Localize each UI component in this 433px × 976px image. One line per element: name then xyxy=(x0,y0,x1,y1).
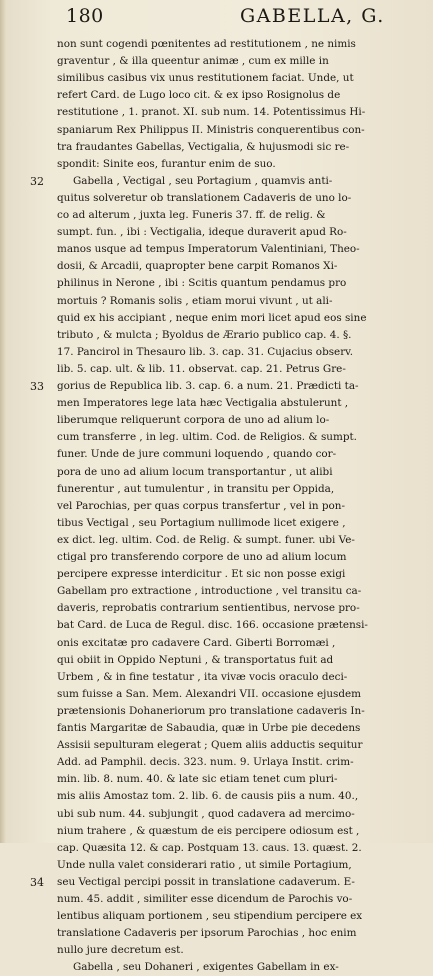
text-line: philinus in Nerone , ibi : Scitis quantum pendamus pro xyxy=(57,277,347,290)
text-line: prætensionis Dohaneriorum pro translatione cadaveris In- xyxy=(57,704,365,717)
text-line: nullo jure decretum est. xyxy=(57,944,184,957)
text-line: nium trahere , & quæstum de eis percipere odiosum est , xyxy=(57,824,360,837)
text-line: seu Vectigal percipi possit in translatione cadaverum. E- xyxy=(57,875,355,888)
text-line: dosii, & Arcadii, quapropter bene carpit Romanos Xi- xyxy=(57,260,338,273)
text-line: manos usque ad tempus Imperatorum Valentiniani, Theo- xyxy=(57,243,360,256)
text-line: cum transferre , in leg. ultim. Cod. de Religios. & sumpt. xyxy=(57,431,357,444)
text-line: fantis Margaritæ de Sabaudia, quæ in Urbe pie decedens xyxy=(57,722,361,734)
text-line: lib. 5. cap. ult. & lib. 11. observat. cap. 21. Petrus Gre- xyxy=(57,362,346,375)
text-line: cap. Quæsita 12. & cap. Postquam 13. caus. 13. quæst. 2. xyxy=(57,841,362,854)
margin-paragraph-number: 34 xyxy=(30,875,44,889)
margin-paragraph-number: 33 xyxy=(30,380,44,393)
text-line: pora de uno ad alium locum transportantur , ut alibi xyxy=(57,465,333,478)
page-number: 180 xyxy=(66,5,104,27)
text-line: Gabellam pro extractione , introductione , vel transitu ca- xyxy=(57,585,362,598)
text-line: liberumque reliquerunt corpora de uno ad alium lo- xyxy=(57,414,330,427)
text-line: num. 45. addit , similiter esse dicendum de Parochis vo- xyxy=(57,893,353,905)
page-header xyxy=(0,0,433,30)
text-line: mis aliis Amostaz tom. 2. lib. 6. de causis piis a num. 40., xyxy=(57,790,359,803)
text-line: mortuis ? Romanis solis , etiam morui vivunt , ut ali- xyxy=(57,294,333,307)
margin-paragraph-number: 32 xyxy=(30,174,44,188)
text-line: Urbem , & in fine testatur , ita vivæ vocis oraculo deci- xyxy=(57,670,348,683)
text-line: restitutione , 1. pranot. XI. sub num. 14. Potentissimus Hi- xyxy=(57,106,366,119)
text-line: refert Card. de Lugo loco cit. & ex ipso Rosignolus de xyxy=(57,89,341,102)
page-spine-shadow xyxy=(0,0,6,843)
text-line: tra fraudantes Gabellas, Vectigalia, & hujusmodi sic re- xyxy=(57,140,350,153)
text-line: funerentur , aut tumulentur , in transitu per Oppida, xyxy=(57,482,335,495)
text-line: spondit: Sinite eos, furantur enim de suo. xyxy=(57,157,276,170)
text-line: non sunt cogendi pœnitentes ad restitutionem , ne nimis xyxy=(57,38,356,50)
text-line: Add. ad Pamphil. decis. 323. num. 9. Urlaya Instit. crim- xyxy=(57,756,354,769)
text-line: daveris, reprobatis contrarium sentientibus, nervose pro- xyxy=(57,602,360,615)
text-line: quitus solveretur ob translationem Cadaveris de uno lo- xyxy=(57,191,352,204)
text-line: vel Parochias, per quas corpus transfertur , vel in pon- xyxy=(57,499,345,512)
text-line: translatione Cadaveris per ipsorum Parochias , hoc enim xyxy=(57,927,357,940)
text-line: ctigal pro transferendo corpore de uno ad alium locum xyxy=(57,551,347,563)
text-line: onis excitatæ pro cadavere Card. Giberti Borromæi , xyxy=(57,636,336,649)
text-line: sumpt. fun. , ibi : Vectigalia, ideque duraverit apud Ro- xyxy=(57,226,347,239)
text-line: Assisii sepulturam elegerat ; Quem aliis adductis sequitur xyxy=(57,739,363,752)
text-line: men Imperatores lege lata hæc Vectigalia abstulerunt , xyxy=(57,397,349,410)
text-line: funer. Unde de jure communi loquendo , quando cor- xyxy=(57,448,337,461)
text-line: sum fuisse a San. Mem. Alexandri VII. occasione ejusdem xyxy=(57,687,361,700)
text-line: Gabella , Vectigal , seu Portagium , quamvis anti- xyxy=(73,174,333,187)
text-line: quid ex his accipiant , neque enim mori licet apud eos sine xyxy=(57,311,367,324)
text-line: 17. Pancirol in Thesauro lib. 3. cap. 31. Cujacius observ. xyxy=(57,345,354,358)
text-line: spaniarum Rex Philippus II. Ministris conquerentibus con- xyxy=(57,123,365,136)
text-line: percipere expresse interdicitur . Et sic non posse exigi xyxy=(57,568,346,581)
running-head: GABELLA, G. xyxy=(240,5,385,27)
text-line: gorius de Republica lib. 3. cap. 6. a num. 21. Prædicti ta- xyxy=(57,380,359,392)
text-line: ubi sub num. 44. subjungit , quod cadavera ad mercimo- xyxy=(57,807,355,820)
text-line: Gabella , seu Dohaneri , exigentes Gabellam in ex- xyxy=(73,961,339,974)
text-line: qui obiit in Oppido Neptuni , & transportatus fuit ad xyxy=(57,653,334,666)
text-line: min. lib. 8. num. 40. & late sic etiam tenet cum pluri- xyxy=(57,773,338,786)
text-line: Unde nulla valet considerari ratio , ut simile Portagium, xyxy=(57,858,352,871)
text-line: graventur , & illa queentur animæ , cum ex mille in xyxy=(57,55,329,68)
text-line: tributo , & mulcta ; Byoldus de Ærario publico cap. 4. §. xyxy=(57,328,352,341)
text-line: lentibus aliquam portionem , seu stipendium percipere ex xyxy=(57,910,363,923)
text-line: tibus Vectigal , seu Portagium nullimode licet exigere , xyxy=(57,516,346,529)
text-line: co ad alterum , juxta leg. Funeris 37. ff. de relig. & xyxy=(57,209,326,221)
text-line: ex dict. leg. ultim. Cod. de Relig. & sumpt. funer. ubi Ve- xyxy=(57,533,355,546)
text-line: bat Card. de Luca de Regul. disc. 166. occasione prætensi- xyxy=(57,619,368,632)
text-line: similibus casibus vix unus restitutionem faciat. Unde, ut xyxy=(57,72,354,85)
